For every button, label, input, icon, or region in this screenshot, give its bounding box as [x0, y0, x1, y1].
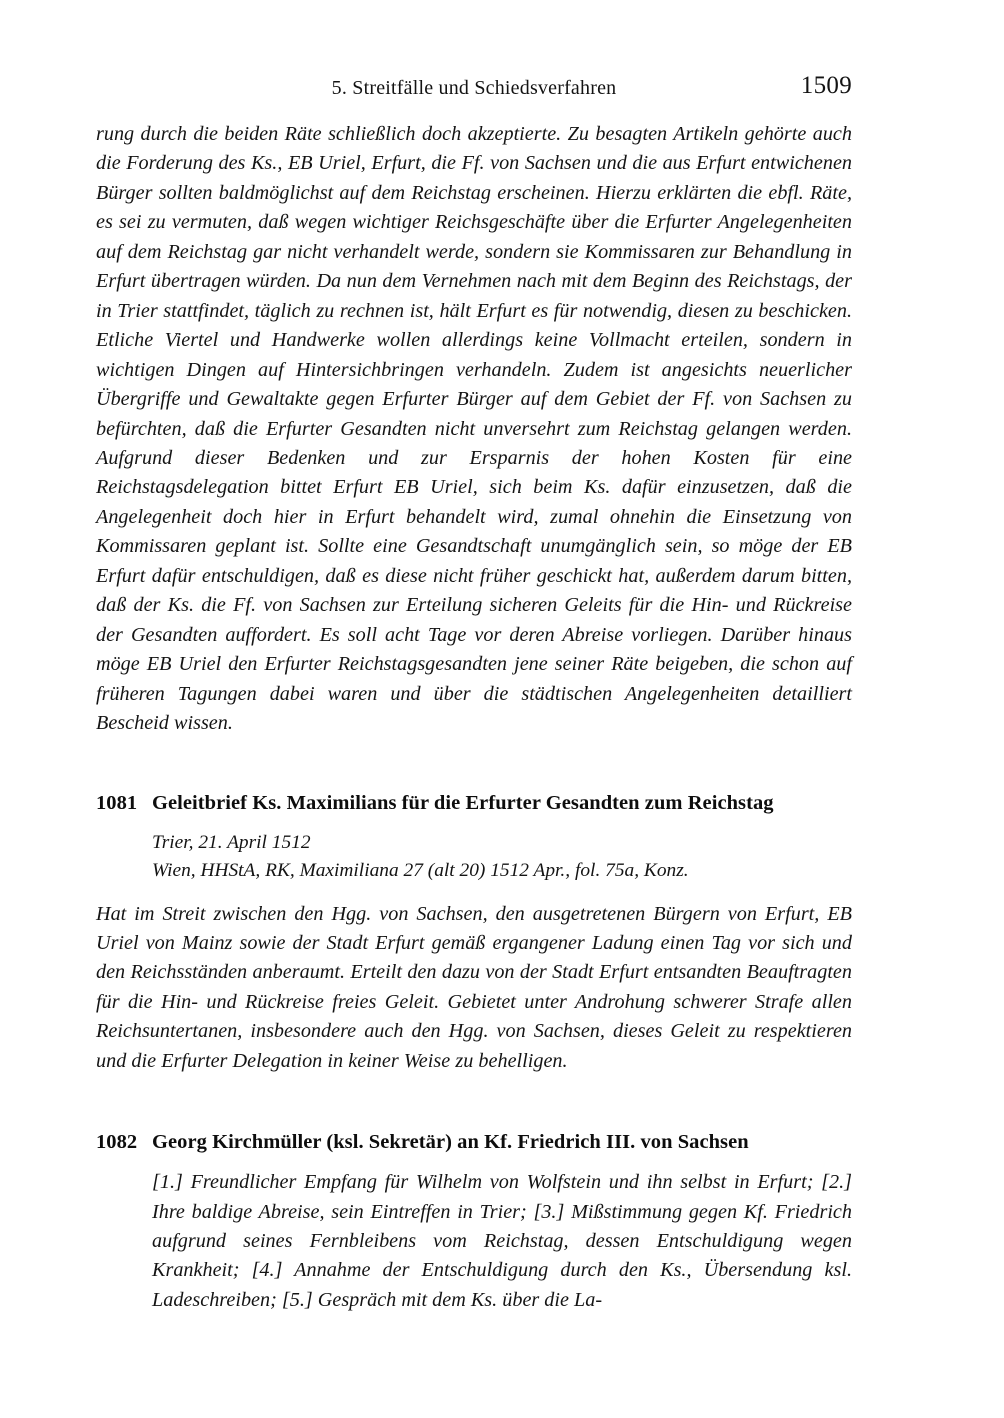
continued-paragraph: rung durch die beiden Räte schließlich doch akzeptierte. Zu besagten Artikeln gehörte auch die Forderung des Ks., EB Uriel, Erfurt, die Ff. von Sachsen und die aus Erfurt entwichenen Bürger sollten baldmöglichst auf dem Reichstag erscheinen. Hierzu erklärten die ebfl. Räte, es sei zu vermuten, daß wegen wichtiger Reichsgeschäfte über die Erfurter Angelegenheiten auf dem Reichstag gar nicht verhandelt werde, sondern sie Kommissaren zur Behandlung in Erfurt übertragen würden. Da nun dem Vernehmen nach mit dem Beginn des Reichstags, der in Trier stattfindet, täglich zu rechnen ist, hält Erfurt es für notwendig, diesen zu beschicken. Etliche Viertel und Handwerke wollen allerdings keine Vollmacht erteilen, sondern in wichtigen Dingen auf Hintersichbringen verhandeln. Zudem ist angesichts neuerlicher Übergriffe und Gewaltakte gegen Erfurter Bürger auf dem Gebiet der Ff. von Sachsen zu befürchten, daß die Erfurter Gesandten nicht unversehrt zum Reichstag gelangen werden. Aufgrund dieser Bedenken und zur Ersparnis der hohen Kosten für eine Reichstagsdelegation bittet Erfurt EB Uriel, sich beim Ks. dafür einzusetzen, daß die Angelegenheit doch hier in Erfurt behandelt wird, zumal ohnehin die Einsetzung von Kommissaren geplant ist. Sollte eine Gesandtschaft unumgänglich sein, so möge der EB Erfurt dafür entschuldigen, daß es diese nicht früher geschickt hat, außerdem darum bitten, daß der Ks. die Ff. von Sachsen zur Erteilung sicheren Geleits für die Hin- und Rückreise der Gesandten auffordert. Es soll acht Tage vor deren Abreise vorliegen. Darüber hinaus möge EB Uriel den Erfurter Reichstagsgesandten jene seiner Räte beigeben, die schon auf früheren Tagungen dabei waren und über die städtischen Angelegenheiten detailliert Bescheid wissen.: [96, 123, 852, 735]
spacer: [96, 739, 852, 789]
entry-1082-summary: [1.] Freundlicher Empfang für Wilhelm von Wolfstein und ihn selbst in Erfurt; [2.] Ihre baldige Abreise, sein Eintreffen in Trier; [3.] Mißstimmung gegen Kf. Friedrich aufgrund seines Fernbleibens vom Reichstag, dessen Entschuldigung wegen Krankheit; [4.] Annahme der Entschuldigung durch den Ks., Übersendung ksl. Ladeschreiben; [5.] Gespräch mit dem Ks. über die La-: [152, 1171, 852, 1311]
entry-1081-title: Geleitbrief Ks. Maximilians für die Erfurter Gesandten zum Reichstag: [152, 791, 774, 814]
entry-1082-heading: [96, 1128, 852, 1156]
spacer: [96, 1156, 852, 1168]
text-column: [96, 120, 852, 1315]
spacer: [96, 886, 852, 900]
entry-1081-archive-reference: Wien, HHStA, RK, Maximiliana 27 (alt 20) 1512 Apr., fol. 75a, Konz.: [152, 860, 689, 882]
entry-1081: [96, 789, 852, 1077]
running-header: [96, 74, 852, 104]
entry-1081-place-date: Trier, 21. April 1512: [152, 831, 311, 853]
entry-1081-heading: [96, 789, 852, 817]
spacer: [96, 817, 852, 829]
entry-1082: [96, 1128, 852, 1315]
entry-1082-number: 1082: [96, 1131, 138, 1154]
running-header-title: 5. Streitfälle und Schiedsverfahren: [331, 77, 617, 99]
entry-1082-title: Georg Kirchmüller (ksl. Sekretär) an Kf. Friedrich III. von Sachsen: [152, 1131, 749, 1154]
spacer: [96, 1076, 852, 1128]
entry-1081-number: 1081: [96, 791, 138, 814]
entry-1081-regest: Hat im Streit zwischen den Hgg. von Sachsen, den ausgetretenen Bürgern von Erfurt, EB Uriel von Mainz sowie der Stadt Erfurt gemäß ergangener Ladung einen Tag vor sich und den Reichsständen anberaumt. Erteilt den dazu von der Stadt Erfurt entsandten Beauftragten für die Hin- und Rückreise freies Geleit. Gebietet unter Androhung schwerer Strafe allen Reichsuntertanen, insbesondere auch den Hgg. von Sachsen, dieses Geleit zu respektieren und die Erfurter Delegation in keiner Weise zu behelligen.: [96, 902, 852, 1072]
page-number: 1509: [800, 72, 852, 99]
